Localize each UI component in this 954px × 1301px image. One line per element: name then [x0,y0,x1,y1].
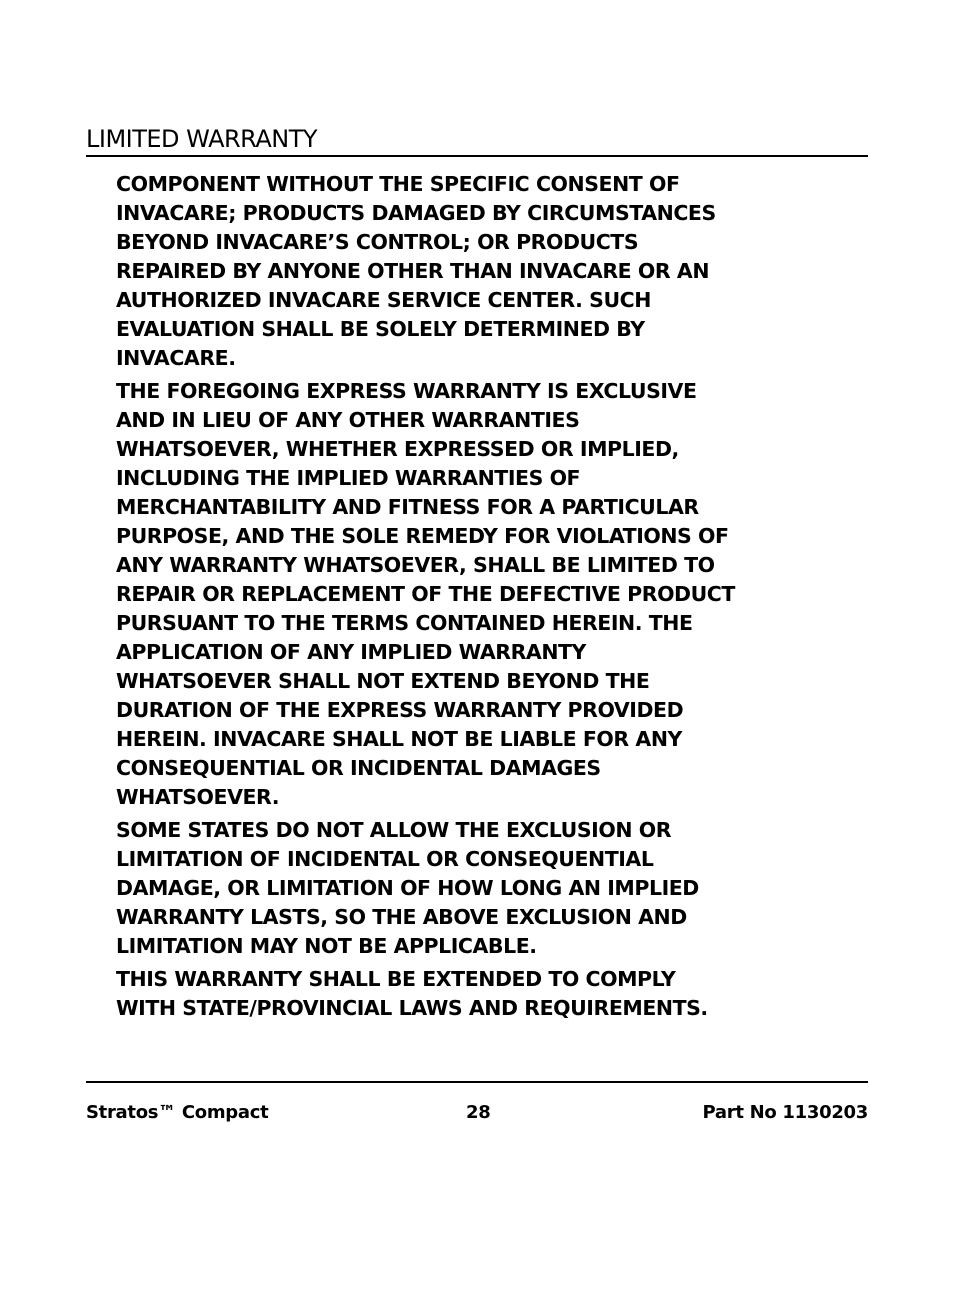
text-line: INVACARE; PRODUCTS DAMAGED BY CIRCUMSTANCES [116,201,716,225]
page-footer [86,1099,868,1127]
paragraph-state-compliance [116,965,846,1023]
text-line: EVALUATION SHALL BE SOLELY DETERMINED BY [116,317,645,341]
text-line: SOME STATES DO NOT ALLOW THE EXCLUSION OR [116,818,672,842]
text-line: MERCHANTABILITY AND FITNESS FOR A PARTICULAR [116,495,699,519]
footer-part-number: Part No 1130203 [702,1102,868,1123]
footer-rule [86,1081,868,1083]
text-line: DAMAGE, OR LIMITATION OF HOW LONG AN IMPLIED [116,876,699,900]
text-line: COMPONENT WITHOUT THE SPECIFIC CONSENT OF [116,172,680,196]
text-line: WHATSOEVER. [116,785,280,809]
text-line: BEYOND INVACARE’S CONTROL; OR PRODUCTS [116,230,639,254]
text-line: THIS WARRANTY SHALL BE EXTENDED TO COMPLY [116,967,676,991]
text-line: REPAIR OR REPLACEMENT OF THE DEFECTIVE PRODUCT [116,582,735,606]
text-line: INVACARE. [116,346,236,370]
text-line: REPAIRED BY ANYONE OTHER THAN INVACARE OR AN [116,259,710,283]
text-line: INCLUDING THE IMPLIED WARRANTIES OF [116,466,581,490]
text-line: LIMITATION OF INCIDENTAL OR CONSEQUENTIAL [116,847,654,871]
text-line: DURATION OF THE EXPRESS WARRANTY PROVIDED [116,698,684,722]
text-line: THE FOREGOING EXPRESS WARRANTY IS EXCLUSIVE [116,379,697,403]
text-line: LIMITATION MAY NOT BE APPLICABLE. [116,934,537,958]
text-line: WITH STATE/PROVINCIAL LAWS AND REQUIREMENTS. [116,996,708,1020]
footer-product-name: Stratos™ Compact [86,1102,269,1123]
text-line: AUTHORIZED INVACARE SERVICE CENTER. SUCH [116,288,651,312]
header-rule [86,155,868,157]
paragraph-exclusive-warranty [116,377,846,812]
paragraph-component-exclusions [116,170,846,373]
text-line: CONSEQUENTIAL OR INCIDENTAL DAMAGES [116,756,601,780]
footer-page-number: 28 [466,1102,491,1123]
text-line: WARRANTY LASTS, SO THE ABOVE EXCLUSION AND [116,905,687,929]
text-line: PURPOSE, AND THE SOLE REMEDY FOR VIOLATIONS OF [116,524,729,548]
warranty-body [116,170,846,1027]
text-line: WHATSOEVER, WHETHER EXPRESSED OR IMPLIED, [116,437,679,461]
text-line: APPLICATION OF ANY IMPLIED WARRANTY [116,640,586,664]
text-line: PURSUANT TO THE TERMS CONTAINED HEREIN. THE [116,611,693,635]
paragraph-state-limitations [116,816,846,961]
page-title: LIMITED WARRANTY [86,125,318,153]
text-line: WHATSOEVER SHALL NOT EXTEND BEYOND THE [116,669,650,693]
text-line: ANY WARRANTY WHATSOEVER, SHALL BE LIMITED TO [116,553,715,577]
text-line: AND IN LIEU OF ANY OTHER WARRANTIES [116,408,580,432]
text-line: HEREIN. INVACARE SHALL NOT BE LIABLE FOR ANY [116,727,682,751]
